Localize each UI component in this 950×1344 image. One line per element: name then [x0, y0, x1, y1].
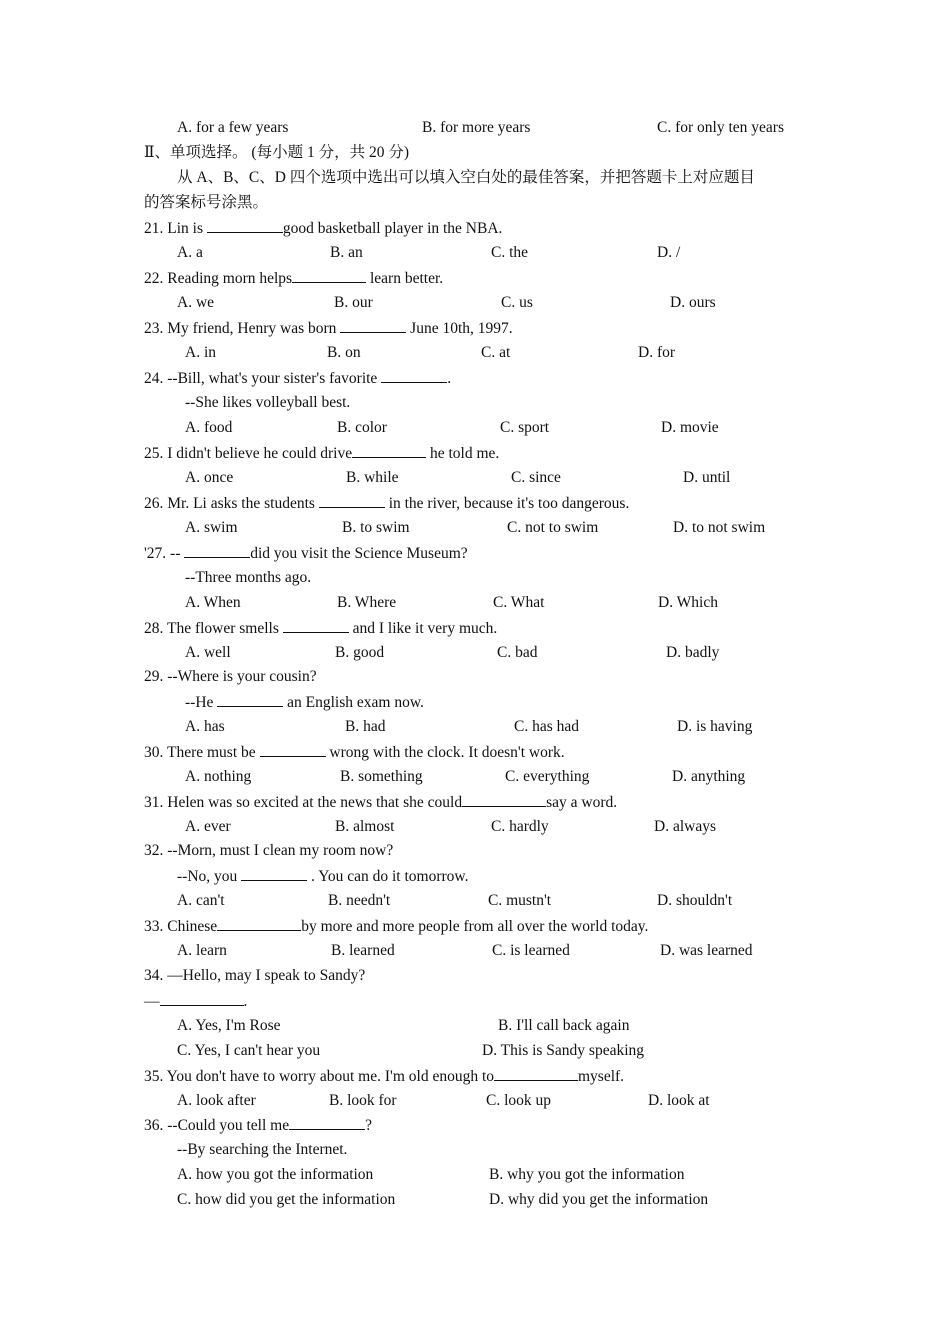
option-c: C. since — [511, 469, 561, 486]
question-24 — [144, 368, 451, 389]
option-c: C. not to swim — [507, 519, 599, 536]
question-text: ? — [365, 1117, 372, 1134]
question-22 — [144, 268, 443, 289]
question-30 — [144, 742, 565, 763]
answer-blank — [292, 268, 366, 283]
option-c: C. everything — [505, 768, 590, 785]
prev-option-c: C. for only ten years — [657, 119, 784, 136]
answer-blank — [462, 792, 546, 807]
option-d: D. / — [657, 244, 681, 261]
question-25 — [144, 443, 499, 464]
question-31 — [144, 792, 617, 813]
option-b: B. to swim — [342, 519, 410, 536]
option-c: C. mustn't — [488, 892, 552, 909]
option-d: D. Which — [658, 594, 718, 611]
option-c: C. how did you get the information — [177, 1191, 396, 1208]
answer-line: --By searching the Internet. — [177, 1141, 348, 1158]
question-text: 31. Helen was so excited at the news that she could — [144, 794, 463, 811]
option-b: B. on — [327, 344, 361, 361]
option-c: C. at — [481, 344, 511, 361]
option-d: D. look at — [648, 1092, 710, 1109]
question-text: 21. Lin is — [144, 220, 207, 237]
question-27 — [144, 543, 468, 564]
option-d: D. was learned — [660, 942, 753, 959]
question-28 — [144, 618, 497, 639]
question-text: June 10th, 1997. — [406, 320, 513, 337]
question-35 — [144, 1066, 624, 1087]
option-d: D. always — [654, 818, 716, 835]
question-23 — [144, 318, 513, 339]
question-26 — [144, 493, 629, 514]
question-text: --No, you — [177, 868, 242, 885]
question-32: 32. --Morn, must I clean my room now? — [144, 842, 394, 859]
option-c: C. is learned — [492, 942, 570, 959]
option-d: D. why did you get the information — [489, 1191, 709, 1208]
question-text: he told me. — [426, 445, 500, 462]
option-d: D. to not swim — [673, 519, 766, 536]
question-36 — [144, 1115, 372, 1136]
option-a: A. can't — [177, 892, 225, 909]
option-c: C. look up — [486, 1092, 552, 1109]
answer-blank — [381, 368, 447, 383]
question-text: 23. My friend, Henry was born — [144, 320, 341, 337]
option-c: C. What — [493, 594, 545, 611]
option-a: A. Yes, I'm Rose — [177, 1017, 281, 1034]
option-a: A. once — [185, 469, 234, 486]
question-text: 26. Mr. Li asks the students — [144, 495, 319, 512]
answer-line: --She likes volleyball best. — [185, 394, 351, 411]
question-21 — [144, 218, 502, 239]
option-a: A. food — [185, 419, 233, 436]
question-text: . — [243, 993, 248, 1010]
option-a: A. how you got the information — [177, 1166, 374, 1183]
answer-line — [144, 991, 247, 1012]
option-b: B. something — [340, 768, 423, 785]
question-text: 22. Reading morn helps — [144, 270, 293, 287]
question-text: 24. --Bill, what's your sister's favorite — [144, 370, 382, 387]
answer-blank — [217, 916, 301, 931]
option-a: A. nothing — [185, 768, 252, 785]
question-text: learn better. — [366, 270, 444, 287]
option-d: D. ours — [670, 294, 716, 311]
option-c: C. sport — [500, 419, 550, 436]
option-a: A. look after — [177, 1092, 256, 1109]
prev-option-b: B. for more years — [422, 119, 531, 136]
option-d: D. shouldn't — [657, 892, 733, 909]
option-d: D. This is Sandy speaking — [482, 1042, 645, 1059]
option-a: A. learn — [177, 942, 227, 959]
question-text: 28. The flower smells — [144, 620, 283, 637]
option-c: C. bad — [497, 644, 538, 661]
option-b: B. an — [330, 244, 363, 261]
option-a: A. a — [177, 244, 203, 261]
answer-blank — [340, 318, 406, 333]
option-c: C. hardly — [491, 818, 549, 835]
answer-blank — [217, 692, 283, 707]
answer-blank — [319, 493, 385, 508]
question-text: . You can do it tomorrow. — [307, 868, 469, 885]
answer-line — [185, 692, 424, 713]
option-b: B. learned — [331, 942, 395, 959]
question-text: did you visit the Science Museum? — [250, 545, 468, 562]
option-b: B. Where — [337, 594, 397, 611]
option-b: B. needn't — [328, 892, 391, 909]
option-d: D. until — [683, 469, 731, 486]
option-a: A. ever — [185, 818, 231, 835]
option-b: B. I'll call back again — [498, 1017, 630, 1034]
question-text: 33. Chinese — [144, 918, 218, 935]
answer-blank — [494, 1066, 578, 1081]
answer-line: --Three months ago. — [185, 569, 312, 586]
option-a: A. in — [185, 344, 216, 361]
question-text: myself. — [578, 1068, 625, 1085]
question-29: 29. --Where is your cousin? — [144, 668, 317, 685]
question-text: by more and more people from all over the world today. — [301, 918, 649, 935]
answer-blank — [260, 742, 326, 757]
question-text: good basketball player in the NBA. — [282, 220, 503, 237]
section-instruction: 从 A、B、C、D 四个选项中选出可以填入空白处的最佳答案，并把答题卡上对应题目 — [177, 169, 755, 186]
option-b: B. color — [337, 419, 387, 436]
section-instruction-cont: 的答案标号涂黑。 — [144, 194, 269, 211]
question-text: 35. You don't have to worry about me. I'm old enough to — [144, 1068, 494, 1085]
answer-blank — [352, 443, 426, 458]
option-c: C. Yes, I can't hear you — [177, 1042, 321, 1059]
question-text: 30. There must be — [144, 744, 260, 761]
question-text: '27. -- — [144, 545, 185, 562]
answer-blank — [184, 543, 250, 558]
option-b: B. almost — [335, 818, 395, 835]
question-text: in the river, because it's too dangerous. — [384, 495, 630, 512]
option-d: D. badly — [666, 644, 720, 661]
option-c: C. has had — [514, 718, 580, 735]
option-d: D. for — [638, 344, 676, 361]
option-b: B. good — [335, 644, 385, 661]
option-b: B. look for — [329, 1092, 397, 1109]
option-b: B. why you got the information — [489, 1166, 685, 1183]
answer-blank — [289, 1115, 365, 1130]
option-a: A. swim — [185, 519, 238, 536]
question-text: — — [144, 993, 160, 1010]
question-text: wrong with the clock. It doesn't work. — [325, 744, 565, 761]
question-33 — [144, 916, 648, 937]
question-text: and I like it very much. — [348, 620, 498, 637]
option-a: A. When — [185, 594, 241, 611]
answer-blank — [241, 866, 307, 881]
question-text: 36. --Could you tell me — [144, 1117, 290, 1134]
question-text: . — [447, 370, 452, 387]
answer-blank — [160, 991, 244, 1006]
option-b: B. our — [334, 294, 373, 311]
option-d: D. is having — [677, 718, 753, 735]
prev-option-a: A. for a few years — [177, 119, 289, 136]
option-a: A. has — [185, 718, 225, 735]
option-a: A. well — [185, 644, 231, 661]
question-text: an English exam now. — [283, 694, 424, 711]
answer-blank — [207, 218, 283, 233]
section-title: Ⅱ、单项选择。 (每小题 1 分，共 20 分) — [144, 144, 409, 161]
option-c: C. us — [501, 294, 533, 311]
option-b: B. had — [345, 718, 386, 735]
answer-blank — [283, 618, 349, 633]
answer-line — [177, 866, 468, 887]
question-text: --He — [185, 694, 218, 711]
option-c: C. the — [491, 244, 529, 261]
question-text: say a word. — [546, 794, 618, 811]
option-a: A. we — [177, 294, 215, 311]
option-b: B. while — [346, 469, 399, 486]
option-d: D. anything — [672, 768, 746, 785]
option-d: D. movie — [661, 419, 719, 436]
question-34: 34. —Hello, may I speak to Sandy? — [144, 967, 366, 984]
question-text: 25. I didn't believe he could drive — [144, 445, 353, 462]
